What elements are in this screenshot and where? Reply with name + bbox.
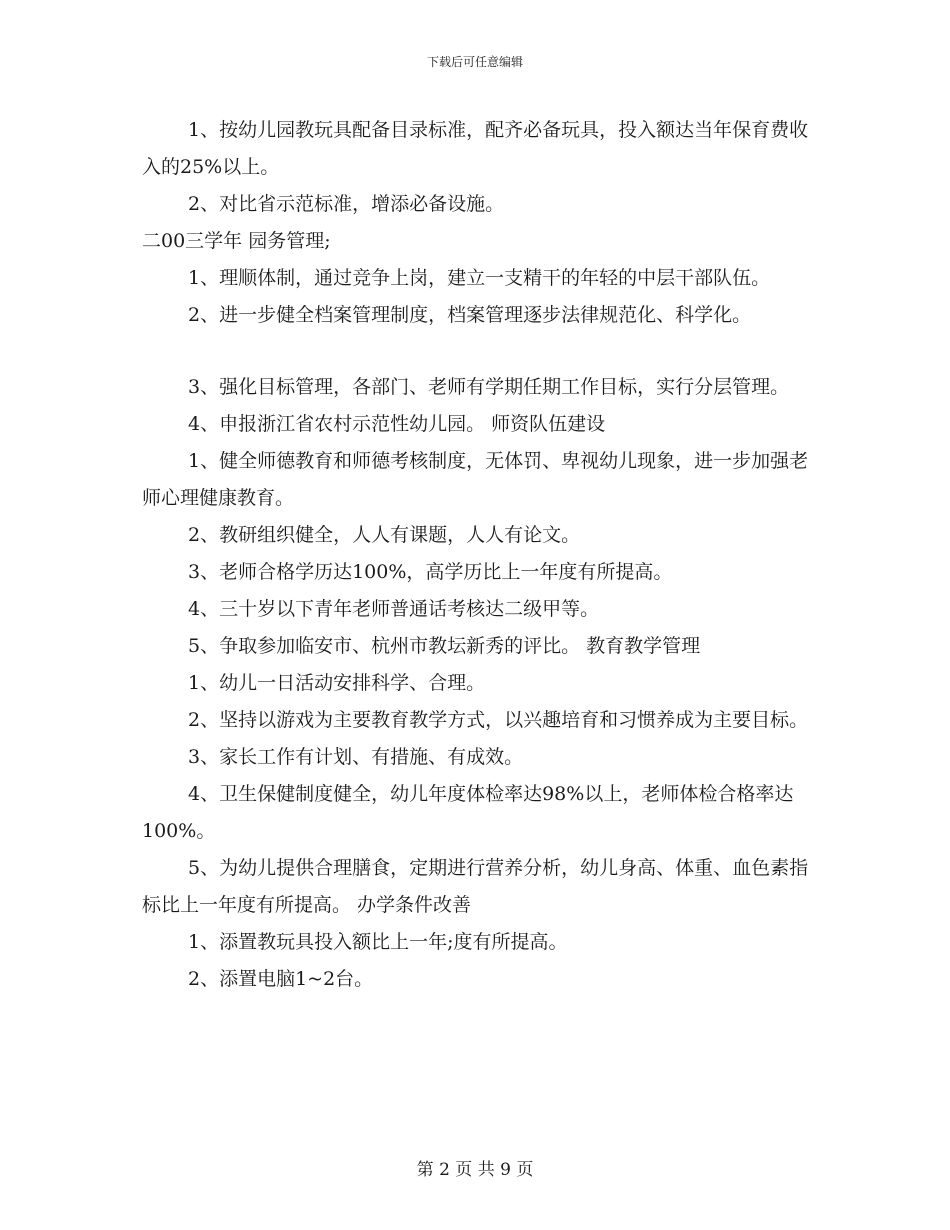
- paragraph: 4、卫生保健制度健全，幼儿年度体检率达98%以上，老师体检合格率达100%。: [142, 783, 794, 842]
- paragraph: 1、添置教玩具投入额比上一年;度有所提高。: [188, 931, 568, 953]
- page-header: 下载后可任意编辑: [426, 55, 523, 69]
- paragraph: 2、坚持以游戏为主要教育教学方式，以兴趣培育和习惯养成为主要目标。: [188, 709, 809, 731]
- paragraph: 1、按幼儿园教玩具配备目录标准，配齐必备玩具，投入额达当年保育费收入的25%以上。: [142, 119, 809, 178]
- paragraph: 4、三十岁以下青年老师普通话考核达二级甲等。: [188, 598, 600, 620]
- paragraph: 2、教研组织健全，人人有课题，人人有论文。: [188, 524, 581, 546]
- paragraph: 5、为幼儿提供合理膳食，定期进行营养分析，幼儿身高、体重、血色素指标比上一年度有所提高。 办学条件改善: [142, 857, 809, 916]
- paragraph: 1、理顺体制，通过竞争上岗，建立一支精干的年轻的中层干部队伍。: [188, 267, 771, 289]
- paragraph: 3、强化目标管理，各部门、老师有学期任期工作目标，实行分层管理。: [188, 376, 790, 398]
- paragraph: 3、家长工作有计划、有措施、有成效。: [188, 746, 524, 768]
- document-body: [142, 112, 812, 998]
- paragraph: 2、进一步健全档案管理制度，档案管理逐步法律规范化、科学化。: [188, 304, 752, 326]
- paragraph: 1、幼儿一日活动安排科学、合理。: [188, 672, 486, 694]
- paragraph: 1、健全师德教育和师德考核制度，无体罚、卑视幼儿现象，进一步加强老师心理健康教育。: [142, 450, 809, 509]
- paragraph: 2、对比省示范标准，增添必备设施。: [188, 193, 505, 215]
- section-heading: 二00三学年 园务管理;: [142, 230, 331, 252]
- page-number-footer: 第 2 页 共 9 页: [416, 1160, 534, 1180]
- paragraph: 4、申报浙江省农村示范性幼儿园。 师资队伍建设: [188, 413, 606, 435]
- paragraph: 2、添置电脑1~2台。: [188, 968, 374, 990]
- paragraph: 5、争取参加临安市、杭州市教坛新秀的评比。 教育教学管理: [188, 635, 701, 657]
- paragraph: 3、老师合格学历达100%，高学历比上一年度有所提高。: [188, 561, 673, 583]
